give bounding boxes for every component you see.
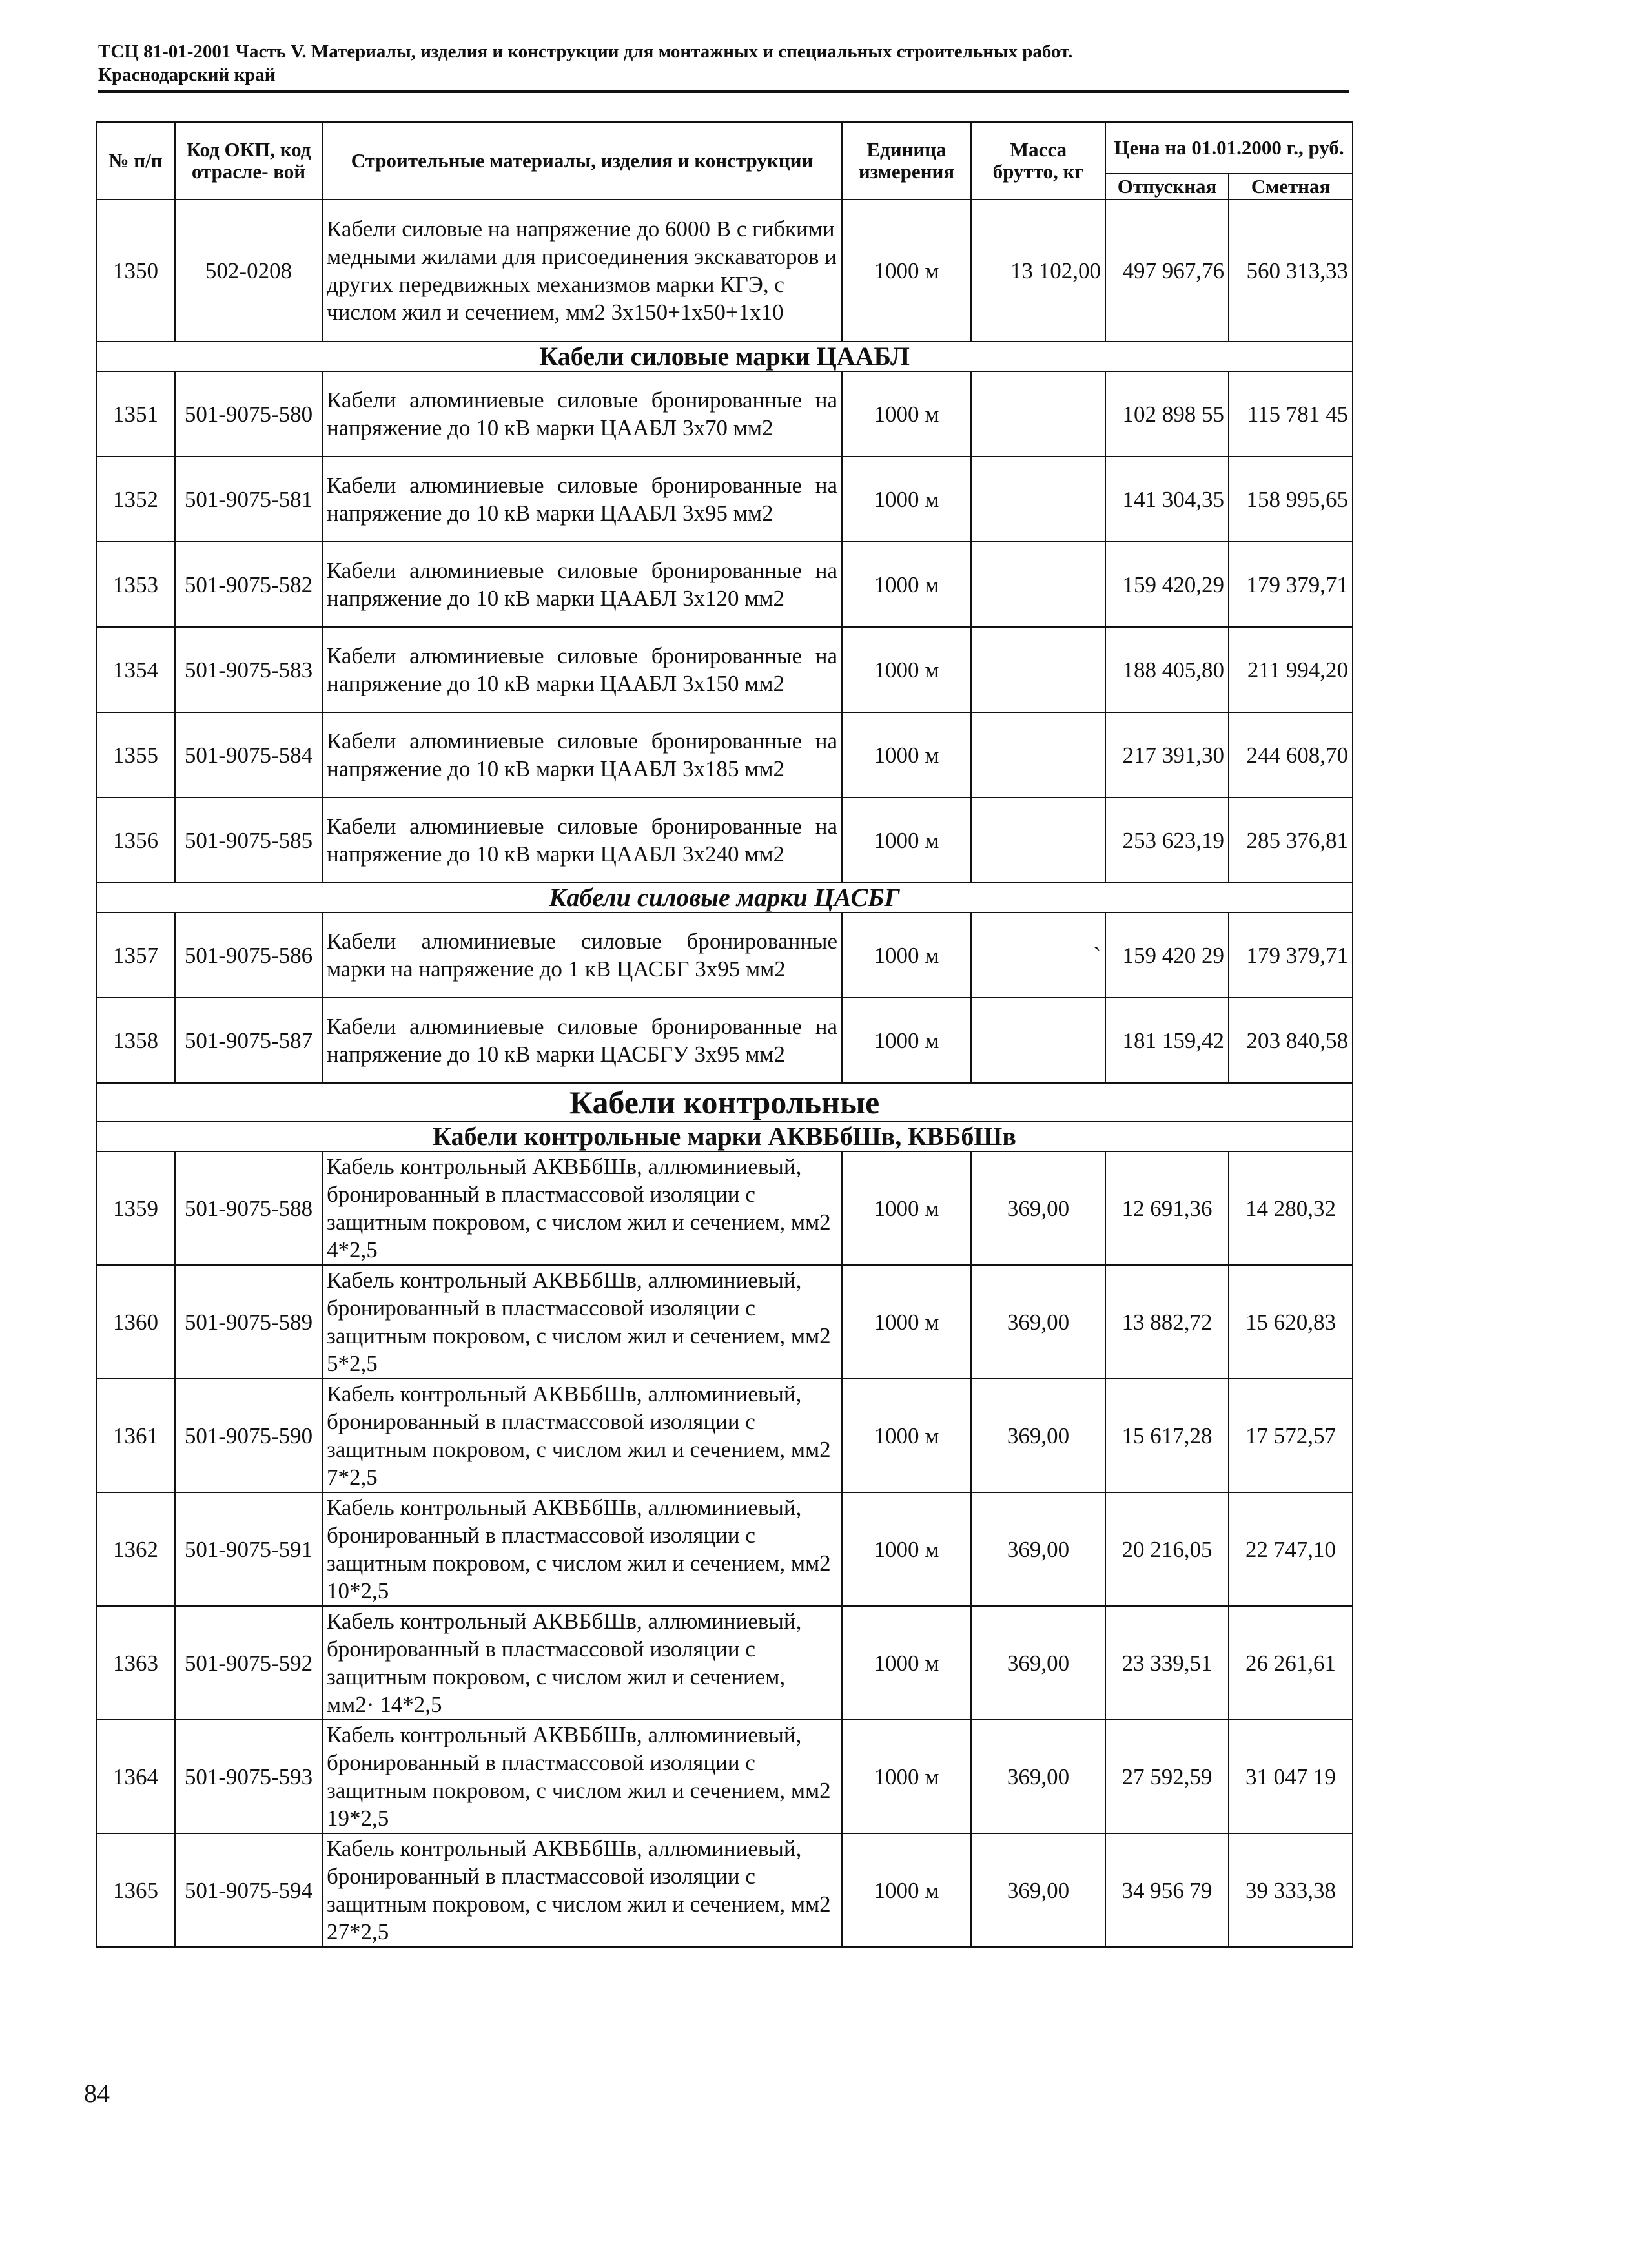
row-unit: 1000 м — [842, 798, 971, 883]
table-row — [96, 1606, 1353, 1720]
row-code: 501-9075-583 — [175, 627, 322, 712]
row-price-estimate: 39 333,38 — [1229, 1833, 1353, 1947]
row-code: 501-9075-593 — [175, 1720, 322, 1833]
row-price-release: 12 691,36 — [1105, 1151, 1229, 1265]
row-unit: 1000 м — [842, 1379, 971, 1492]
section-control-title: Кабели контрольные — [96, 1083, 1353, 1122]
row-price-release: 27 592,59 — [1105, 1720, 1229, 1833]
row-unit: 1000 м — [842, 457, 971, 542]
row-desc: Кабель контрольный АКВБбШв, аллюминиевый, бронированный в пластмассовой изоляции с защитным покровом, с числом жил и сечением, мм2· 14*2,5 — [322, 1606, 842, 1720]
header-rule — [98, 90, 1349, 93]
row-price-estimate: 203 840,58 — [1229, 998, 1353, 1083]
row-mass: 369,00 — [971, 1606, 1105, 1720]
row-code: 501-9075-587 — [175, 998, 322, 1083]
row-desc: Кабели силовые на напряжение до 6000 В с гибкими медными жилами для присоединения экскаваторов и других передвижных механизмов марки КГЭ, с числом жил и сечением, мм2 3х150+1х50+1х10 — [322, 200, 842, 342]
row-num: 1358 — [96, 998, 175, 1083]
row-desc: Кабель контрольный АКВБбШв, аллюминиевый, бронированный в пластмассовой изоляции с защитным покровом, с числом жил и сечением, мм2 10*2,5 — [322, 1492, 842, 1606]
table-row — [96, 1151, 1353, 1265]
row-mass: 13 102,00 — [971, 200, 1105, 342]
row-code: 501-9075-580 — [175, 371, 322, 457]
row-mass: 369,00 — [971, 1151, 1105, 1265]
table-row — [96, 542, 1353, 627]
row-price-release: 497 967,76 — [1105, 200, 1229, 342]
row-desc: Кабели алюминиевые силовые бронированные на напряжение до 10 кВ марки ЦААБЛ 3х95 мм2 — [322, 457, 842, 542]
table-row — [96, 712, 1353, 798]
row-mass — [971, 627, 1105, 712]
col-header-price-estimate: Сметная — [1229, 174, 1353, 200]
row-num: 1361 — [96, 1379, 175, 1492]
col-header-price-release: Отпускная — [1105, 174, 1229, 200]
row-unit: 1000 м — [842, 1606, 971, 1720]
row-num: 1363 — [96, 1606, 175, 1720]
row-num: 1354 — [96, 627, 175, 712]
row-mass: 369,00 — [971, 1833, 1105, 1947]
row-code: 501-9075-589 — [175, 1265, 322, 1379]
price-table — [96, 121, 1353, 1948]
row-num: 1360 — [96, 1265, 175, 1379]
row-price-estimate: 158 995,65 — [1229, 457, 1353, 542]
section-casbg-title: Кабели силовые марки ЦАСБГ — [96, 883, 1353, 912]
row-desc: Кабель контрольный АКВБбШв, аллюминиевый, бронированный в пластмассовой изоляции с защитным покровом, с числом жил и сечением, мм2 4*2,5 — [322, 1151, 842, 1265]
table-row — [96, 457, 1353, 542]
table-row — [96, 998, 1353, 1083]
row-unit: 1000 м — [842, 1720, 971, 1833]
row-price-release: 217 391,30 — [1105, 712, 1229, 798]
row-price-estimate: 26 261,61 — [1229, 1606, 1353, 1720]
row-price-estimate: 31 047 19 — [1229, 1720, 1353, 1833]
row-desc: Кабели алюминиевые силовые бронированные на напряжение до 10 кВ марки ЦААБЛ 3х150 мм2 — [322, 627, 842, 712]
row-price-estimate: 244 608,70 — [1229, 712, 1353, 798]
row-num: 1357 — [96, 912, 175, 998]
row-code: 501-9075-586 — [175, 912, 322, 998]
row-price-estimate: 560 313,33 — [1229, 200, 1353, 342]
table-row — [96, 798, 1353, 883]
row-price-release: 15 617,28 — [1105, 1379, 1229, 1492]
row-desc: Кабели алюминиевые силовые бронированные на напряжение до 10 кВ марки ЦААБЛ 3х120 мм2 — [322, 542, 842, 627]
row-code: 501-9075-592 — [175, 1606, 322, 1720]
row-mass — [971, 998, 1105, 1083]
row-mass: 369,00 — [971, 1492, 1105, 1606]
table-row — [96, 627, 1353, 712]
row-price-release: 34 956 79 — [1105, 1833, 1229, 1947]
row-num: 1365 — [96, 1833, 175, 1947]
row-price-estimate: 17 572,57 — [1229, 1379, 1353, 1492]
row-price-estimate: 285 376,81 — [1229, 798, 1353, 883]
page-header — [98, 40, 1344, 87]
row-desc: Кабели алюминиевые силовые бронированные на напряжение до 10 кВ марки ЦААБЛ 3х240 мм2 — [322, 798, 842, 883]
row-code: 501-9075-591 — [175, 1492, 322, 1606]
row-price-estimate: 14 280,32 — [1229, 1151, 1353, 1265]
table-row — [96, 1720, 1353, 1833]
section-heading — [96, 1083, 1353, 1122]
table-row — [96, 912, 1353, 998]
table-row — [96, 200, 1353, 342]
row-code: 501-9075-584 — [175, 712, 322, 798]
col-header-unit: Единица измерения — [842, 122, 971, 200]
row-price-estimate: 179 379,71 — [1229, 912, 1353, 998]
section-heading — [96, 1122, 1353, 1151]
row-price-release: 141 304,35 — [1105, 457, 1229, 542]
row-unit: 1000 м — [842, 627, 971, 712]
row-num: 1359 — [96, 1151, 175, 1265]
document-region: Краснодарский край — [98, 65, 276, 85]
row-code: 501-9075-585 — [175, 798, 322, 883]
row-unit: 1000 м — [842, 542, 971, 627]
row-price-release: 20 216,05 — [1105, 1492, 1229, 1606]
page-number: 84 — [84, 2079, 110, 2108]
row-mass — [971, 542, 1105, 627]
col-header-num: № п/п — [96, 122, 175, 200]
row-desc: Кабели алюминиевые силовые бронированные на напряжение до 10 кВ марки ЦААБЛ 3х185 мм2 — [322, 712, 842, 798]
row-mass: 369,00 — [971, 1379, 1105, 1492]
row-num: 1362 — [96, 1492, 175, 1606]
row-desc: Кабель контрольный АКВБбШв, аллюминиевый, бронированный в пластмассовой изоляции с защитным покровом, с числом жил и сечением, мм2 27*2,5 — [322, 1833, 842, 1947]
row-mass — [971, 371, 1105, 457]
row-unit: 1000 м — [842, 200, 971, 342]
row-unit: 1000 м — [842, 1833, 971, 1947]
row-num: 1353 — [96, 542, 175, 627]
row-unit: 1000 м — [842, 998, 971, 1083]
row-mass: 369,00 — [971, 1720, 1105, 1833]
row-code: 502-0208 — [175, 200, 322, 342]
row-unit: 1000 м — [842, 912, 971, 998]
section-akvbbshv-title: Кабели контрольные марки АКВБбШв, КВБбШв — [96, 1122, 1353, 1151]
row-desc: Кабель контрольный АКВБбШв, аллюминиевый, бронированный в пластмассовой изоляции с защитным покровом, с числом жил и сечением, мм2 7*2,5 — [322, 1379, 842, 1492]
row-price-release: 159 420,29 — [1105, 542, 1229, 627]
row-desc: Кабель контрольный АКВБбШв, аллюминиевый, бронированный в пластмассовой изоляции с защитным покровом, с числом жил и сечением, мм2 5*2,5 — [322, 1265, 842, 1379]
table-row — [96, 1379, 1353, 1492]
row-price-estimate: 22 747,10 — [1229, 1492, 1353, 1606]
row-price-release: 253 623,19 — [1105, 798, 1229, 883]
row-unit: 1000 м — [842, 1151, 971, 1265]
row-desc: Кабели алюминиевые силовые бронированные на напряжение до 10 кВ марки ЦАСБГУ 3х95 мм2 — [322, 998, 842, 1083]
row-unit: 1000 м — [842, 1492, 971, 1606]
row-mass — [971, 798, 1105, 883]
col-header-name: Строительные материалы, изделия и конструкции — [322, 122, 842, 200]
table-row — [96, 371, 1353, 457]
row-desc: Кабели алюминиевые силовые бронированные на напряжение до 10 кВ марки ЦААБЛ 3х70 мм2 — [322, 371, 842, 457]
row-price-estimate: 15 620,83 — [1229, 1265, 1353, 1379]
row-desc: Кабели алюминиевые силовые бронированные марки на напряжение до 1 кВ ЦАСБГ 3х95 мм2 — [322, 912, 842, 998]
row-num: 1355 — [96, 712, 175, 798]
table-row — [96, 1833, 1353, 1947]
row-unit: 1000 м — [842, 712, 971, 798]
row-price-estimate: 179 379,71 — [1229, 542, 1353, 627]
table-row — [96, 1492, 1353, 1606]
row-desc: Кабель контрольный АКВБбШв, аллюминиевый, бронированный в пластмассовой изоляции с защитным покровом, с числом жил и сечением, мм2 19*2,5 — [322, 1720, 842, 1833]
section-heading — [96, 342, 1353, 371]
section-caabl-title: Кабели силовые марки ЦААБЛ — [96, 342, 1353, 371]
document-title: ТСЦ 81-01-2001 Часть V. Материалы, изделия и конструкции для монтажных и специальных строительных работ. — [98, 41, 1073, 62]
row-num: 1350 — [96, 200, 175, 342]
row-code: 501-9075-588 — [175, 1151, 322, 1265]
row-price-release: 102 898 55 — [1105, 371, 1229, 457]
row-price-estimate: 211 994,20 — [1229, 627, 1353, 712]
row-price-release: 23 339,51 — [1105, 1606, 1229, 1720]
row-code: 501-9075-590 — [175, 1379, 322, 1492]
row-mass: ` — [971, 912, 1105, 998]
row-code: 501-9075-582 — [175, 542, 322, 627]
row-price-release: 13 882,72 — [1105, 1265, 1229, 1379]
row-unit: 1000 м — [842, 1265, 971, 1379]
row-num: 1356 — [96, 798, 175, 883]
row-code: 501-9075-594 — [175, 1833, 322, 1947]
col-header-mass: Масса брутто, кг — [971, 122, 1105, 200]
row-price-release: 188 405,80 — [1105, 627, 1229, 712]
col-header-price: Цена на 01.01.2000 г., руб. — [1105, 122, 1353, 174]
row-mass — [971, 457, 1105, 542]
row-mass — [971, 712, 1105, 798]
row-mass: 369,00 — [971, 1265, 1105, 1379]
col-header-okp: Код ОКП, код отрасле- вой — [175, 122, 322, 200]
row-num: 1352 — [96, 457, 175, 542]
row-code: 501-9075-581 — [175, 457, 322, 542]
row-num: 1351 — [96, 371, 175, 457]
table-row — [96, 1265, 1353, 1379]
row-price-release: 181 159,42 — [1105, 998, 1229, 1083]
row-unit: 1000 м — [842, 371, 971, 457]
row-num: 1364 — [96, 1720, 175, 1833]
row-price-estimate: 115 781 45 — [1229, 371, 1353, 457]
row-price-release: 159 420 29 — [1105, 912, 1229, 998]
section-heading — [96, 883, 1353, 912]
